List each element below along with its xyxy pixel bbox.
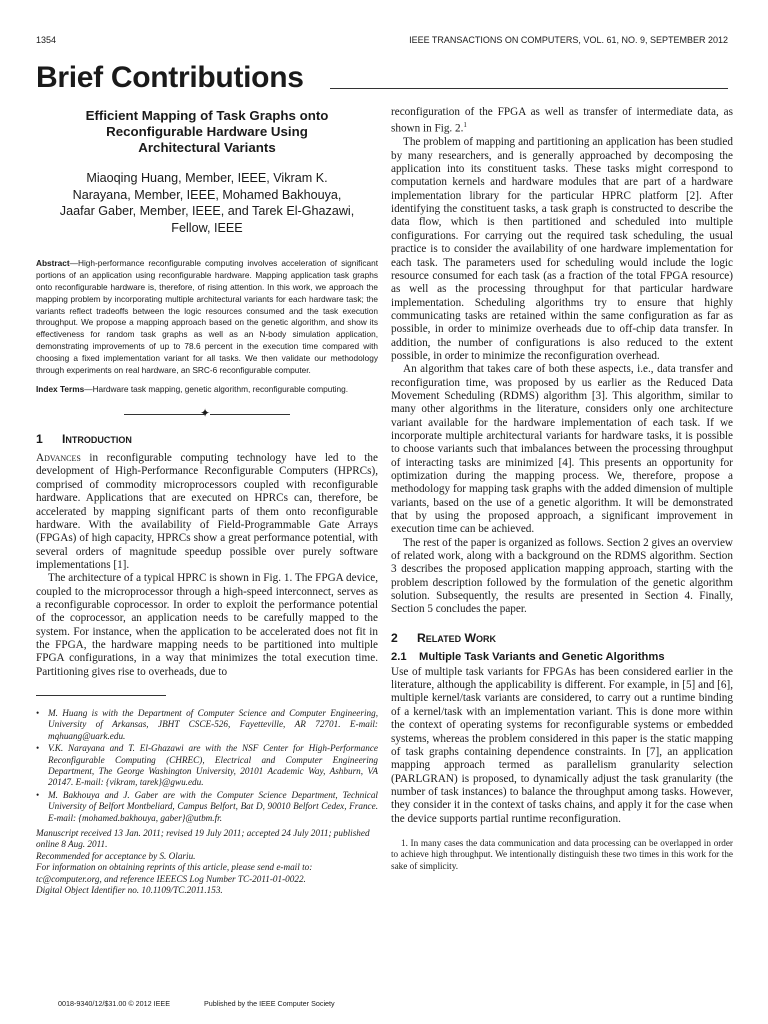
drop-word: Advances [36, 452, 81, 465]
paragraph: The rest of the paper is organized as follows. Section 2 gives an overview of related work, along with a background on the RDMS algorithm. Section 3 describes the proposed application mapping approach, starting with the problem description followed by the formulation of the genetic algorithm solution. Subsequently, the results are presented in Section 4. Finally, Section 5 concludes the paper. [391, 536, 733, 616]
subsection-heading [391, 651, 733, 663]
paragraph-text: in reconfigurable computing technology have led to the development of High-Performance Reconfigurable Computers (HPRCs), comprised of commodity microprocessors coupled with reconfigurable hardware. Applications that are executed on HPRCs can, therefore, be accelerated by mapping significant parts of them onto reconfigurable hardware. With the availability of Field-Programmable Gate Arrays (FPGAs) of high capacity, HPRCs show a great performance potential, with several orders of magnitude speedup possible over purely software implementations [1]. [36, 452, 378, 571]
copyright-line: 0018-9340/12/$31.00 © 2012 IEEE [58, 999, 170, 1008]
abstract-label: Abstract [36, 258, 70, 269]
related-work-heading [391, 631, 733, 645]
section-number: 2 [391, 630, 398, 645]
affiliation-item: • M. Huang is with the Department of Computer Science and Computer Engineering, University of Arkansas, JBHT CSCE-526, Fayetteville, AR 72701. E-mail: mqhuang@uark.edu. [36, 708, 378, 742]
footnote-ref: 1 [463, 121, 467, 130]
subsection-title: Multiple Task Variants and Genetic Algorithms [419, 650, 665, 663]
section-divider [36, 408, 378, 420]
divider-ornament-icon: ✦ [200, 406, 211, 421]
paragraph: Use of multiple task variants for FPGAs has been considered earlier in the literature, although the applicability is different. For example, in [5] and [6], multiple kernel/task variants are considered, to carry out a runtime binding of a kernel/task with an implementation variant. This is done more within the context of operating systems for reconfigurable systems or embedded systems, whereas the problem considered in this paper is the static mapping of task graphs containing dependence constraints. In [7], an application mapping approach termed as parallelism granularity selection (PARLGRAN) is proposed, to dynamically adjust the task granularity (the number of task instances) to balance the throughput among tasks. However, they consider it in the context of tasks chains, and apply it for the case when the device supports partial runtime reconfiguration. [391, 665, 733, 825]
paragraph: The architecture of a typical HPRC is shown in Fig. 1. The FPGA device, coupled to the microprocessor through a high-speed interconnect, serves as a reconfigurable coprocessor. In order to exploit the performance potential of the coprocessor, an application needs to be carefully mapped to the system. For instance, when the application to be accelerated does not fit in the FPGA, the hardware mapping needs to be partitioned into multiple FPGA configurations, in a way that minimizes the total execution time. Partitioning gives rise to overheads, due to [36, 572, 378, 678]
affiliation-item: • M. Bakhouya and J. Gaber are with the Computer Science Department, Technical University of Belfort Montbeliard, Campus Belfort, Bat D, 90010 Belfort Cedex, France. E-mail: {mohamed.bakhouya, gaber}@utbm.fr. [36, 790, 378, 824]
left-column [36, 108, 378, 896]
index-terms-label: Index Terms [36, 384, 85, 395]
paragraph [36, 452, 378, 572]
publication-info [36, 828, 378, 896]
paragraph: The problem of mapping and partitioning an application has been studied by many researchers, and is generally approached by decomposing the application into its constituent tasks. These tasks might correspond to computation kernels and hardware modules that are part of a hardware implementation library for the particular HPRC platform [2]. After identifying the constituent tasks, a task graph is constructed to describe the data flow, which is then partitioned and scheduled into multiple configurations. For carrying out the required task scheduling, the usual practice is to consider the availability of one hardware implementation for each task. The parameters used for scheduling would include the logic resource consumed for each task (as a fraction of the total FPGA resource) as well as the processing throughput for that particular hardware implementation. Scheduling algorithms try to ensure that highly communicating tasks are retained within the same configuration as far as possible, in order to minimize overheads due to off-chip data transfer. In addition, the number of configurations is also reduced to the extent possible, in order to minimize the reconfiguration overhead. [391, 136, 733, 362]
publisher-line: Published by the IEEE Computer Society [204, 999, 335, 1008]
divider-line-right [210, 414, 290, 415]
divider-line-left [124, 414, 204, 415]
reprint-info: For information on obtaining reprints of this article, please send e-mail to: tc@computer.org, and reference IEEECS Log Number TC-2011-01-0022. [36, 862, 313, 884]
paragraph: An algorithm that takes care of both these aspects, i.e., data transfer and reconfiguration time, was proposed by us earlier as the Reduced Data Movement Scheduling (RDMS) algorithm [3]. This algorithm, similar to many other algorithms in the literature, considers only one architecture variant available for the hardware implementation of each task. If we incorporate multiple architectural variants for hardware tasks, it is possible to choose variants such that imbalances between the processing throughput of interacting tasks are minimized [4]. This presents an opportunity for optimization during the mapping process. We, therefore, propose a methodology for mapping task graphs with the added dimension of multiple variants, based on the use of a genetic algorithm. It will be demonstrated that by using the proposed approach, a significant improvement in execution time can be achieved. [391, 363, 733, 536]
manuscript-dates: Manuscript received 13 Jan. 2011; revised 19 July 2011; accepted 24 July 2011; published online 8 Aug. 2011. [36, 828, 370, 850]
introduction-body [36, 452, 378, 679]
index-terms-text: —Hardware task mapping, genetic algorithm, reconfigurable computing. [84, 384, 349, 395]
related-work-body [391, 666, 733, 826]
paper-title: Efficient Mapping of Task Graphs onto Reconfigurable Hardware Using Architectural Variants [85, 108, 329, 155]
right-column [391, 106, 733, 872]
abstract-text: —High-performance reconfigurable computing involves acceleration of significant portions of an application using reconfigurable hardware. Mapping application task graphs onto reconfigurable hardware is, therefore, of rising attention. In this work, we approach the mapping problem by incorporating multiple architectural variants for each hardware task; the variants reflect tradeoffs between the logic resources consumed and the task execution throughput. We propose a mapping approach based on the genetic algorithm, and show its effectiveness for random task graphs as well as an N-body simulation application, demonstrating improvements of up to 78.6 percent in the execution time compared with choosing a fixed implementation variant for all tasks. We then validate our methodology through experiments on real hardware, an SRC-6 reconfigurable computer. [36, 258, 378, 375]
page-number: 1354 [36, 35, 57, 45]
author-affiliations [36, 708, 378, 824]
subsection-number: 2.1 [391, 650, 407, 663]
section-title: Introduction [62, 432, 132, 447]
section-banner: Brief Contributions [36, 61, 304, 94]
index-terms [36, 384, 378, 396]
journal-header: IEEE TRANSACTIONS ON COMPUTERS, VOL. 61, NO. 9, SEPTEMBER 2012 [409, 35, 728, 45]
author-list: Miaoqing Huang, Member, IEEE, Vikram K. Narayana, Member, IEEE, Mohamed Bakhouya, Jaafar Gaber, Member, IEEE, and Tarek El-Ghazawi, Fellow, IEEE [59, 171, 355, 235]
recommended-by: Recommended for acceptance by S. Olariu. [36, 850, 196, 861]
abstract [36, 258, 378, 376]
section-number: 1 [36, 432, 43, 447]
affiliation-item: • V.K. Narayana and T. El-Ghazawi are with the NSF Center for High-Performance Reconfigurable Computing (CHREC), Electrical and Computer Engineering Department, The George Washington University, 20101 Academic Way, Ashburn, VA 20147. E-mail: {vikram, tarek}@gwu.edu. [36, 743, 378, 789]
banner-rule [330, 88, 728, 89]
introduction-heading [36, 432, 378, 446]
section-title: Related Work [417, 630, 497, 645]
introduction-body-continued [391, 106, 733, 617]
footnote-rule [36, 695, 166, 696]
footnote: 1. In many cases the data communication and data processing can be overlapped in order to achieve high throughput. We intentionally distinguish these two times in this work for the sake of simplicity. [391, 837, 733, 871]
paragraph-text: reconfiguration of the FPGA as well as transfer of intermediate data, as shown in Fig. 2. [391, 106, 733, 136]
doi: Digital Object Identifier no. 10.1109/TC.2011.153. [36, 885, 223, 896]
paragraph [391, 106, 733, 136]
